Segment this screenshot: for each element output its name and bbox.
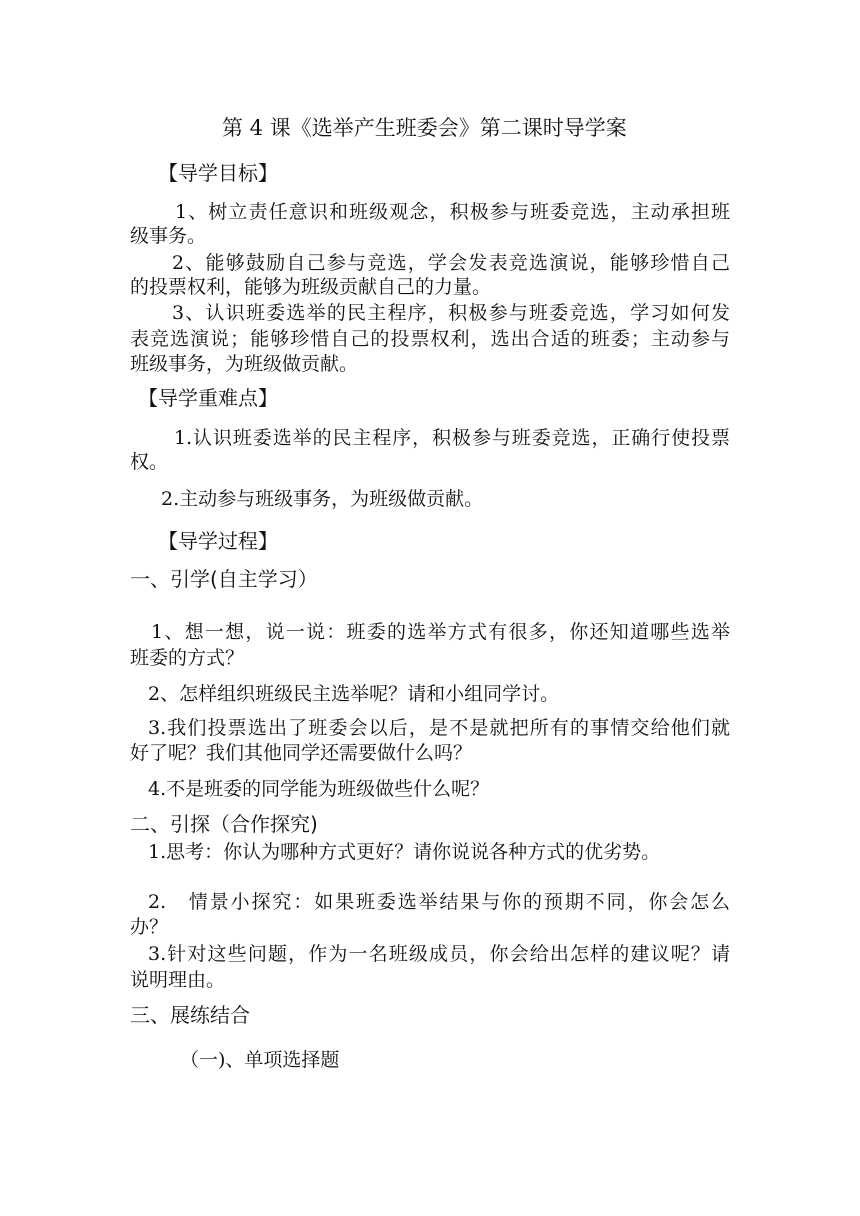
- section-1-question-1-line-2: 班委的方式？: [130, 647, 245, 669]
- section-2-question-2-line-2: 办？: [130, 916, 169, 938]
- goal-1-line-1: 1、树立责任意识和班级观念，积极参与班委竞选，主动承担班: [175, 201, 730, 223]
- goal-3-line-2: 表竞选演说；能够珍惜自己的投票权利，选出合适的班委；主动参与: [130, 328, 730, 350]
- key-point-1-line-1: 1.认识班委选举的民主程序，积极参与班委竞选，正确行使投票: [174, 427, 730, 449]
- section-2-question-3-line-1: 3.针对这些问题，作为一名班级成员，你会给出怎样的建议呢？请: [148, 943, 730, 965]
- section-2-heading: 二、引探（合作探究): [130, 812, 318, 836]
- goal-3-line-1: 3、认识班委选举的民主程序，积极参与班委竞选，学习如何发: [172, 302, 730, 324]
- section-2-question-1: 1.思考：你认为哪种方式更好？请你说说各种方式的优劣势。: [148, 841, 661, 863]
- process-heading: 【导学过程】: [158, 529, 278, 553]
- section-2-question-3-line-2: 说明理由。: [130, 969, 226, 991]
- goals-heading: 【导学目标】: [158, 161, 278, 185]
- section-1-question-4: 4.不是班委的同学能为班级做些什么呢？: [148, 778, 490, 800]
- key-point-2: 2.主动参与班级事务，为班级做贡献。: [161, 488, 484, 510]
- section-3-subheading: （一)、单项选择题: [180, 1049, 340, 1071]
- key-points-heading: 【导学重难点】: [138, 386, 278, 410]
- section-3-heading: 三、展练结合: [130, 1003, 250, 1027]
- section-1-question-3-line-1: 3.我们投票选出了班委会以后，是不是就把所有的事情交给他们就: [148, 717, 730, 739]
- section-1-question-3-line-2: 好了呢？我们其他同学还需要做什么吗？: [130, 742, 473, 764]
- section-1-heading: 一、引学(自主学习）: [130, 567, 318, 591]
- document-title: 第 4 课《选举产生班委会》第二课时导学案: [222, 116, 627, 140]
- goal-1-line-2: 级事务。: [130, 225, 207, 247]
- section-1-question-1-line-1: 1、想一想，说一说：班委的选举方式有很多，你还知道哪些选举: [151, 621, 730, 643]
- section-2-question-2-line-1: 2. 情景小探究：如果班委选举结果与你的预期不同，你会怎么: [148, 891, 730, 913]
- goal-2-line-1: 2、能够鼓励自己参与竞选，学会发表竞选演说，能够珍惜自己: [172, 252, 730, 274]
- section-1-question-2: 2、怎样组织班级民主选举呢？请和小组同学讨。: [148, 683, 560, 705]
- goal-2-line-2: 的投票权利，能够为班级贡献自己的力量。: [130, 276, 492, 298]
- goal-3-line-3: 班级事务，为班级做贡献。: [130, 353, 359, 375]
- key-point-1-line-2: 权。: [130, 451, 169, 473]
